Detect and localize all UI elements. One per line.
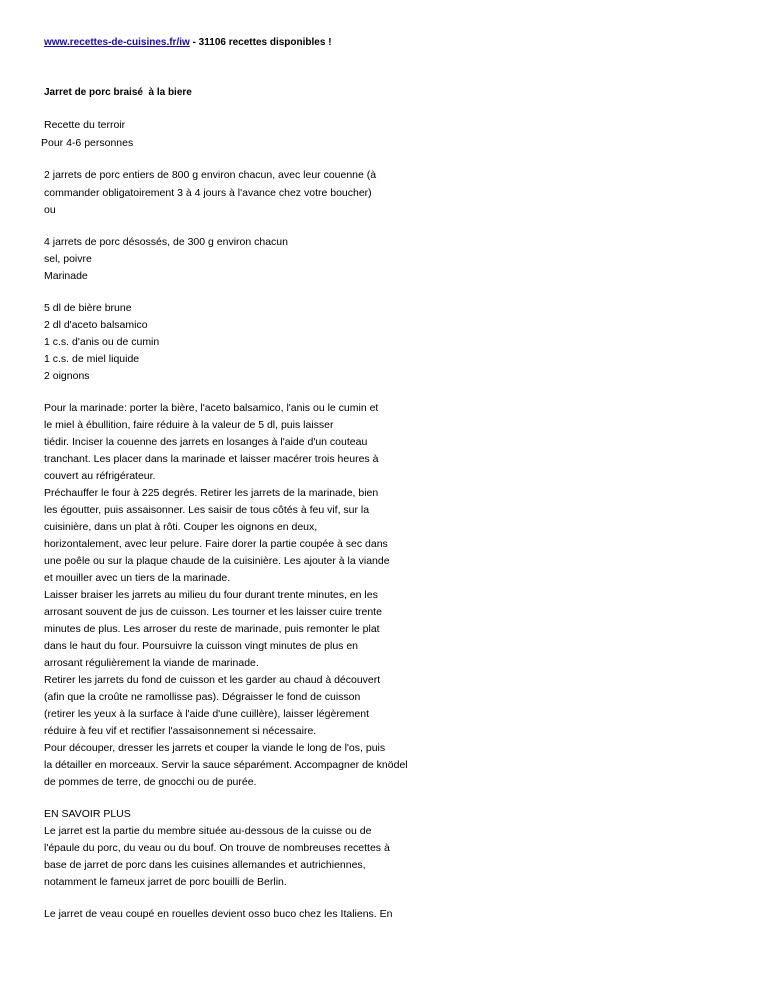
section-heading: EN SAVOIR PLUS <box>44 808 131 820</box>
text-line: Pour découper, dresser les jarrets et couper la viande le long de l'os, puis <box>44 742 386 754</box>
text-line: la détailler en morceaux. Servir la sauce séparément. Accompagner de knödel <box>44 759 408 771</box>
text-line: dans le haut du four. Poursuivre la cuisson vingt minutes de plus en <box>44 640 359 652</box>
text-line: horizontalement, avec leur pelure. Faire dorer la partie coupée à sec dans <box>44 538 388 550</box>
text-line: de pommes de terre, de gnocchi ou de purée. <box>44 776 257 788</box>
text-line: commander obligatoirement 3 à 4 jours à l'avance chez votre boucher) <box>44 187 372 199</box>
text-line: tiédir. Inciser la couenne des jarrets en losanges à l'aide d'un couteau <box>44 436 368 448</box>
site-header <box>44 37 332 48</box>
text-line: (retirer les yeux à la surface à l'aide d'une cuillère), laisser légèrement <box>44 708 369 720</box>
text-line: arrosant souvent de jus de cuisson. Les tourner et les laisser cuire trente <box>44 606 382 618</box>
text-line: Pour 4-6 personnes <box>41 137 134 149</box>
text-line: Préchauffer le four à 225 degrés. Retirer les jarrets de la marinade, bien <box>44 487 379 499</box>
text-line: Marinade <box>44 270 88 282</box>
text-line: sel, poivre <box>44 253 92 265</box>
text-line: 2 dl d'aceto balsamico <box>44 319 148 331</box>
text-line: arrosant régulièrement la viande de marinade. <box>44 657 259 669</box>
text-line: notamment le fameux jarret de porc bouilli de Berlin. <box>44 876 287 888</box>
text-line: réduire à feu vif et rectifier l'assaisonnement si nécessaire. <box>44 725 317 737</box>
text-line: Le jarret est la partie du membre située au-dessous de la cuisse ou de <box>44 825 372 837</box>
text-line: Le jarret de veau coupé en rouelles devient osso buco chez les Italiens. En <box>44 908 393 920</box>
text-line: (afin que la croûte ne ramollisse pas). Dégraisser le fond de cuisson <box>44 691 361 703</box>
text-line: 2 jarrets de porc entiers de 800 g environ chacun, avec leur couenne (à <box>44 169 377 181</box>
text-line: une poêle ou sur la plaque chaude de la cuisinière. Les ajouter à la viande <box>44 555 390 567</box>
text-line: cuisinière, dans un plat à rôti. Couper les oignons en deux, <box>44 521 318 533</box>
text-line: base de jarret de porc dans les cuisines allemandes et autrichiennes, <box>44 859 366 871</box>
text-line: Pour la marinade: porter la bière, l'aceto balsamico, l'anis ou le cumin et <box>44 402 379 414</box>
text-line: le miel à ébullition, faire réduire à la valeur de 5 dl, puis laisser <box>44 419 334 431</box>
text-line: Retirer les jarrets du fond de cuisson et les garder au chaud à découvert <box>44 674 381 686</box>
text-line: couvert au réfrigérateur. <box>44 470 156 482</box>
text-line: minutes de plus. Les arroser du reste de marinade, puis remonter le plat <box>44 623 380 635</box>
recipe-title: Jarret de porc braisé à la biere <box>44 87 192 98</box>
text-line: 1 c.s. d'anis ou de cumin <box>44 336 160 348</box>
text-line: 4 jarrets de porc désossés, de 300 g environ chacun <box>44 236 288 248</box>
text-line: ou <box>44 204 56 216</box>
text-line: 2 oignons <box>44 370 90 382</box>
text-line: et mouiller avec un tiers de la marinade. <box>44 572 231 584</box>
recipe-count-text: - 31106 recettes disponibles ! <box>189 37 332 48</box>
text-line: Recette du terroir <box>44 119 126 131</box>
text-line: les égoutter, puis assaisonner. Les saisir de tous côtés à feu vif, sur la <box>44 504 370 516</box>
text-line: 5 dl de bière brune <box>44 302 132 314</box>
text-line: tranchant. Les placer dans la marinade et laisser macérer trois heures à <box>44 453 379 465</box>
text-line: 1 c.s. de miel liquide <box>44 353 140 365</box>
text-line: Laisser braiser les jarrets au milieu du four durant trente minutes, en les <box>44 589 378 601</box>
site-link[interactable]: www.recettes-de-cuisines.fr/iw <box>44 37 190 48</box>
text-line: l'épaule du porc, du veau ou du bouf. On trouve de nombreuses recettes à <box>44 842 390 854</box>
